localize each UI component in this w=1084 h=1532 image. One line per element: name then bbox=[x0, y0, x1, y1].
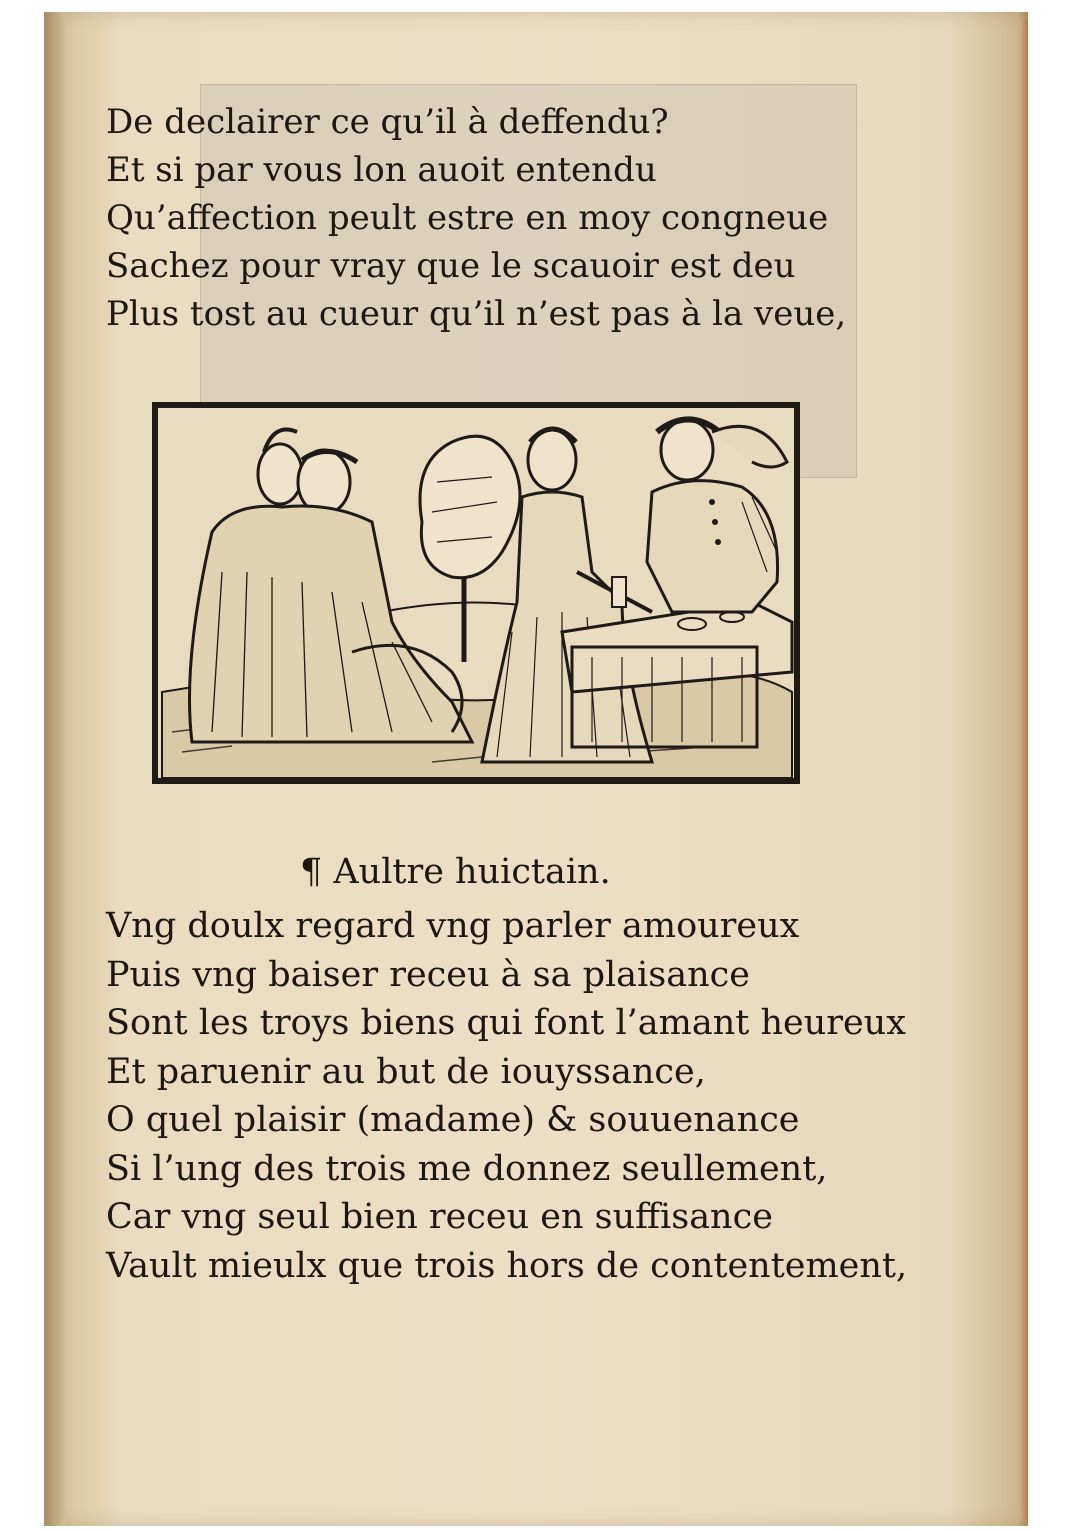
verse-line: Sachez pour vray que le scauoir est deu bbox=[106, 246, 796, 286]
verse-line: De declairer ce qu’il à deffendu? bbox=[106, 102, 669, 142]
verse-line: Vault mieulx que trois hors de contentement, bbox=[106, 1245, 908, 1286]
verse-top bbox=[106, 98, 926, 338]
verse-line: Si l’ung des trois me donnez seullement, bbox=[106, 1148, 828, 1189]
verse-line: Puis vng baiser receu à sa plaisance bbox=[106, 954, 750, 995]
woodcut-illustration bbox=[152, 402, 800, 784]
heading: ¶ Aultre huictain. bbox=[300, 852, 611, 892]
verse-line: Vng doulx regard vng parler amoureux bbox=[106, 906, 800, 946]
verse-line: Et si par vous lon auoit entendu bbox=[106, 150, 657, 190]
verse-line: Et paruenir au but de iouyssance, bbox=[106, 1051, 706, 1092]
page-gutter bbox=[44, 12, 66, 1526]
verse-line: Car vng seul bien receu en suffisance bbox=[106, 1197, 773, 1237]
verse-line: O quel plaisir (madame) & souuenance bbox=[106, 1100, 800, 1140]
verse-line: Qu’affection peult estre en moy congneue bbox=[106, 198, 829, 238]
verse-line: Sont les troys biens qui font l’amant heureux bbox=[106, 1003, 906, 1043]
page-edge bbox=[1020, 20, 1028, 1520]
verse-bottom bbox=[106, 902, 926, 1290]
verse-line: Plus tost au cueur qu’il n’est pas à la veue, bbox=[106, 294, 847, 334]
